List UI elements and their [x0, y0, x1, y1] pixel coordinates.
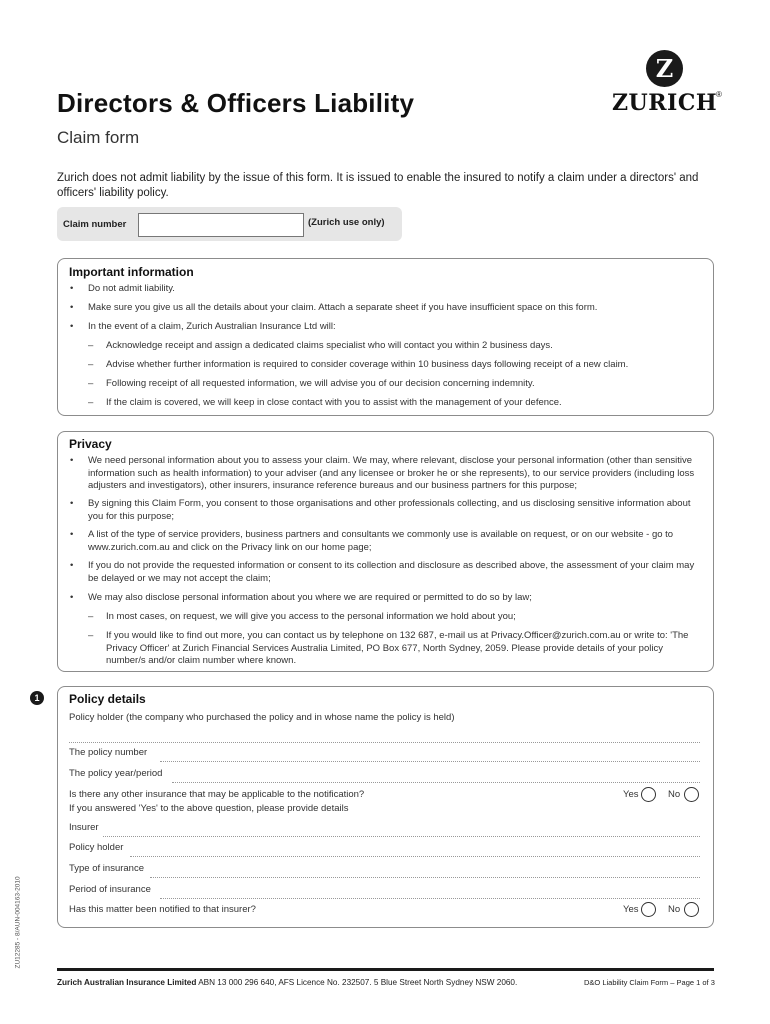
section-number-badge: 1: [30, 691, 44, 705]
important-dash-item: Advise whether further information is required to consider coverage within 10 business days following receipt of a new claim.: [106, 359, 629, 370]
no-label: No: [668, 904, 681, 915]
insurer-field[interactable]: [103, 836, 700, 837]
insurer-label: Insurer: [69, 822, 99, 833]
policy-number-field[interactable]: [160, 761, 700, 762]
claim-number-label: Claim number: [63, 219, 127, 230]
dash-mark: –: [88, 378, 94, 389]
yes-label: Yes: [623, 789, 639, 800]
privacy-bullet: If you do not provide the requested information or consent to its collection and disclosure as described above, the assessment of your claim may be delayed or we may not accept the claim;: [88, 560, 695, 584]
bullet-dot: •: [70, 529, 74, 540]
page-title: Directors & Officers Liability: [57, 88, 415, 118]
notified-no-radio[interactable]: [684, 902, 699, 917]
privacy-title: Privacy: [69, 437, 112, 451]
important-info-title: Important information: [69, 265, 194, 279]
period-of-insurance-label: Period of insurance: [69, 884, 151, 895]
notified-question: Has this matter been notified to that insurer?: [69, 904, 256, 915]
bullet-dot: •: [70, 321, 74, 332]
policy-number-label: The policy number: [69, 747, 148, 758]
other-insurance-question: Is there any other insurance that may be applicable to the notification?: [69, 789, 365, 800]
footer-page-number: D&O Liability Claim Form – Page 1 of 3: [584, 978, 715, 987]
privacy-dash-item: In most cases, on request, we will give you access to the personal information we hold about you;: [106, 611, 516, 622]
other-insurance-no-radio[interactable]: [684, 787, 699, 802]
important-bullet: In the event of a claim, Zurich Australian Insurance Ltd will:: [88, 321, 336, 332]
no-label: No: [668, 789, 681, 800]
insurance-type-field[interactable]: [150, 877, 700, 878]
other-insurance-followup: If you answered 'Yes' to the above question, please provide details: [69, 803, 349, 814]
insurance-type-label: Type of insurance: [69, 863, 144, 874]
page-subtitle: Claim form: [57, 128, 140, 147]
yes-label: Yes: [623, 904, 639, 915]
other-insurance-yes-radio[interactable]: [641, 787, 656, 802]
privacy-bullet: A list of the type of service providers, business partners and consultants we commonly use is available on request, or on our website - go to www.zurich.com.au and click on the Privacy link on our home page;: [88, 529, 674, 553]
important-bullet: Do not admit liability.: [88, 283, 175, 294]
privacy-bullet: By signing this Claim Form, you consent to those organisations and other professionals collecting, and us disclosing sensitive information about you for this purpose;: [88, 498, 691, 522]
zurich-logo-text: ZURICH: [612, 90, 718, 116]
policy-holder-company-label: Policy holder (the company who purchased the policy and in whose name the policy is held): [69, 712, 455, 723]
policy-holder-company-field[interactable]: [69, 742, 700, 743]
policy-details-title: Policy details: [69, 692, 146, 706]
important-bullet: Make sure you give us all the details about your claim. Attach a separate sheet if you have insufficient space on this form.: [88, 302, 598, 313]
bullet-dot: •: [70, 455, 74, 466]
policy-period-field[interactable]: [172, 782, 700, 783]
important-dash-item: Acknowledge receipt and assign a dedicated claims specialist who will contact you within 2 business days.: [106, 340, 553, 351]
footer-rule: [57, 968, 714, 971]
claim-number-input[interactable]: [138, 213, 304, 237]
bullet-dot: •: [70, 498, 74, 509]
bullet-dot: •: [70, 592, 74, 603]
important-info-section: [57, 258, 714, 416]
bullet-dot: •: [70, 302, 74, 313]
important-dash-item: Following receipt of all requested information, we will advise you of our decision concerning indemnity.: [106, 378, 535, 389]
dash-mark: –: [88, 359, 94, 370]
privacy-bullet: We may also disclose personal information about you where we are required or permitted to do so by law;: [88, 592, 532, 603]
footer-company-details: ABN 13 000 296 640, AFS Licence No. 232507. 5 Blue Street North Sydney NSW 2060.: [196, 978, 518, 987]
zurich-logo-icon: Z: [646, 50, 683, 87]
dash-mark: –: [88, 340, 94, 351]
period-of-insurance-field[interactable]: [160, 898, 700, 899]
intro-text: Zurich does not admit liability by the issue of this form. It is issued to enable the insured to notify a claim under a directors' and officers' liability policy.: [57, 172, 699, 199]
form-code: ZU12285 - 8/AUN-004163-2010: [14, 876, 22, 969]
bullet-dot: •: [70, 560, 74, 571]
important-dash-item: If the claim is covered, we will keep in close contact with you to assist with the management of your defence.: [106, 397, 562, 408]
other-policy-holder-label: Policy holder: [69, 842, 124, 853]
bullet-dot: •: [70, 283, 74, 294]
privacy-dash-item: If you would like to find out more, you can contact us by telephone on 132 687, e-mail us at Privacy.Officer@zurich.com.au or write to: 'The Privacy Officer' at Zurich Financial Services Australia Limited, PO Box 677, North Sydney, 2059. Please provide details of your policy number/s and/or claim number where known.: [106, 630, 689, 666]
registered-mark: ®: [716, 90, 722, 99]
policy-period-label: The policy year/period: [69, 768, 163, 779]
footer-company-name: Zurich Australian Insurance Limited: [57, 978, 197, 987]
dash-mark: –: [88, 397, 94, 408]
footer-company: [57, 978, 517, 987]
dash-mark: –: [88, 611, 94, 622]
claim-number-note: (Zurich use only): [308, 217, 385, 228]
other-policy-holder-field[interactable]: [130, 856, 700, 857]
privacy-bullet: We need personal information about you to assess your claim. We may, where relevant, disclose your personal information (other than sensitive information such as health information) to your adviser (and any licensee or broker he or she represents), to our service providers (including loss adjusters and investigators), other insurers, insurance reference bureaus and our business partners for this purpose;: [88, 455, 695, 491]
notified-yes-radio[interactable]: [641, 902, 656, 917]
dash-mark: –: [88, 630, 94, 641]
